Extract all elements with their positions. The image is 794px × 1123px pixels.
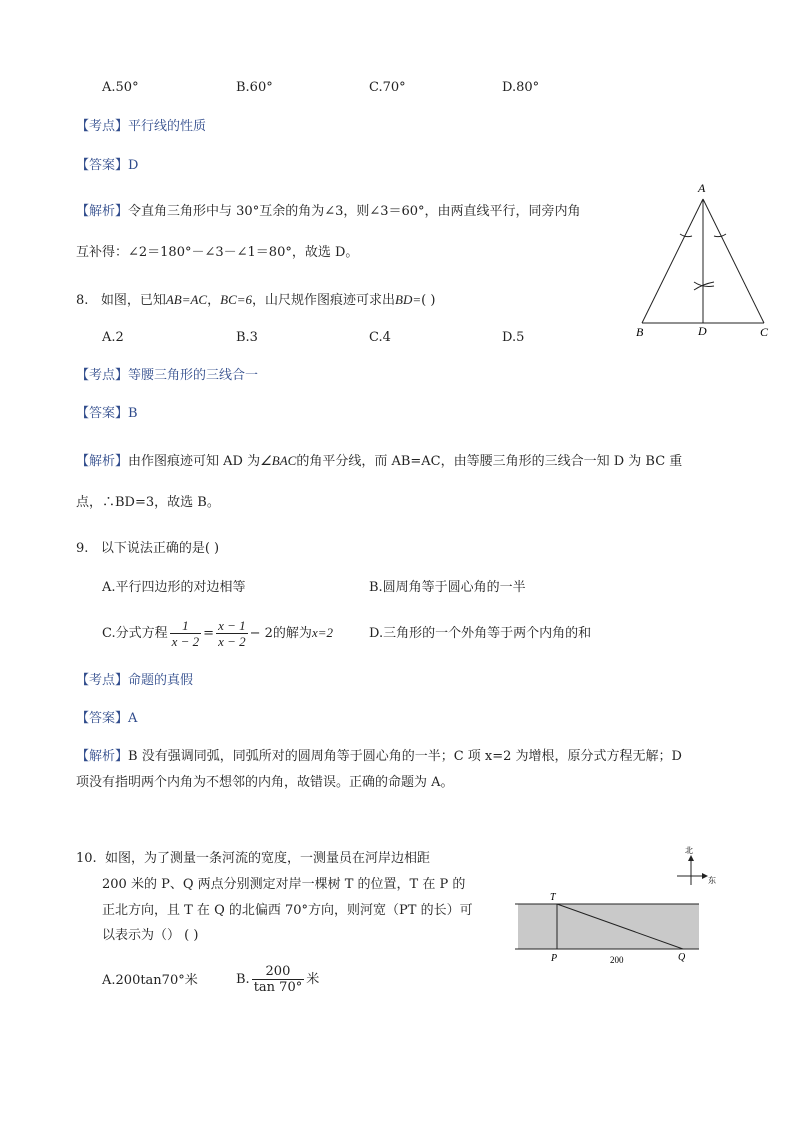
q9-stem <box>76 540 219 558</box>
q7-option-d: D.80° <box>502 80 540 95</box>
q10-option-b-suffix: 米 <box>306 972 320 987</box>
q9-option-a: A.平行四边形的对边相等 <box>102 580 246 595</box>
label-d: D <box>698 324 707 338</box>
kaodian-text: 平行线的性质 <box>128 119 207 134</box>
q10-stem-line4: 以表示为（） ( ) <box>102 928 199 943</box>
q8-stem-e: ，山尺规作图痕迹可求出 <box>252 293 396 308</box>
q8-stem-g: ( ) <box>421 293 436 308</box>
q9-frac1-num: 1 <box>170 618 202 634</box>
q8-jiexi-line1 <box>76 452 682 471</box>
kaodian-tag: 【考点】 <box>76 673 129 688</box>
q10-option-b-den: tan 70° <box>253 980 303 995</box>
q8-stem-a: 如图，已知 <box>100 293 166 308</box>
q10-stem-line2: 200 米的 P、Q 两点分别测定对岸一棵树 T 的位置，T 在 P 的 <box>102 877 466 892</box>
label-t: T <box>550 892 556 903</box>
answer-text: B <box>128 406 138 421</box>
q9-jiexi-line1 <box>76 748 682 766</box>
q7-kaodian <box>76 118 206 136</box>
q9-jiexi-line2: 项没有指明两个内角为不想邻的内角，故错误。正确的命题为 A。 <box>76 775 454 790</box>
q8-stem-f: BD= <box>395 292 422 307</box>
jiexi-tag: 【解析】 <box>76 454 129 469</box>
q10-river-figure <box>515 842 730 970</box>
label-distance: 200 <box>610 955 624 965</box>
label-c: C <box>760 325 769 339</box>
q9-number: 9. <box>76 541 89 556</box>
q9-option-c-val: x=2 <box>311 625 333 640</box>
jiexi-text: 令直角三角形中与 30°互余的角为∠3，则∠3＝60°，由两直线平行，同旁内角 <box>128 204 581 219</box>
answer-text: D <box>128 158 139 173</box>
q9-frac1 <box>170 618 202 649</box>
q8-option-c: C.4 <box>369 330 391 345</box>
q8-option-d: D.5 <box>502 330 525 345</box>
river-band <box>518 904 699 949</box>
q7-answer <box>76 157 138 175</box>
q10-stem-line3: 正北方向，且 T 在 Q 的北偏西 70°方向，则河宽（PT 的长）可 <box>102 903 473 918</box>
q8-kaodian <box>76 367 258 385</box>
jiexi-tag: 【解析】 <box>76 749 129 764</box>
compass-north-head <box>688 855 694 861</box>
q10-number: 10. <box>76 851 97 866</box>
q10-option-b-num: 200 <box>252 964 305 980</box>
q10-stem-line1-text: 如图，为了测量一条河流的宽度，一测量员在河岸边相距 <box>104 851 430 866</box>
q8-stem-c: ， <box>207 293 221 308</box>
jiexi-b: ∠BAC <box>260 453 297 468</box>
answer-tag: 【答案】 <box>76 158 129 173</box>
q9-option-d: D.三角形的一个外角等于两个内角的和 <box>369 626 592 641</box>
q7-option-a: A.50° <box>102 80 139 95</box>
kaodian-tag: 【考点】 <box>76 368 129 383</box>
q9-kaodian <box>76 672 193 690</box>
q8-stem <box>76 291 435 310</box>
label-p: P <box>551 953 558 964</box>
jiexi-a: 由作图痕迹可知 AD 为 <box>128 454 261 469</box>
side-ac <box>703 199 764 323</box>
jiexi-tag: 【解析】 <box>76 204 129 219</box>
q9-frac2-num: x − 1 <box>218 618 246 633</box>
q8-triangle-figure <box>630 178 775 340</box>
compass-north-label: 北 <box>685 846 693 855</box>
q7-jiexi-line1 <box>76 203 581 221</box>
jiexi-text: B 没有强调同弧，同弧所对的圆周角等于圆心角的一半；C 项 x=2 为增根，原分式方程无解；D <box>128 749 682 764</box>
q9-option-c <box>102 616 333 651</box>
q7-option-b: B.60° <box>236 80 273 95</box>
q9-minus-two: − 2 <box>249 626 273 641</box>
q7-jiexi-line2: 互补得：∠2＝180°－∠3－∠1＝80°，故选 D。 <box>76 245 359 260</box>
q8-stem-d: BC=6 <box>220 292 253 307</box>
q8-option-b: B.3 <box>236 330 258 345</box>
kaodian-text: 命题的真假 <box>128 673 194 688</box>
q9-stem-text: 以下说法正确的是( ) <box>100 541 220 556</box>
q8-option-a: A.2 <box>102 330 124 345</box>
q8-answer <box>76 405 138 423</box>
q9-eq-sign: = <box>203 626 215 641</box>
kaodian-text: 等腰三角形的三线合一 <box>128 368 259 383</box>
kaodian-tag: 【考点】 <box>76 119 129 134</box>
q10-option-b <box>236 962 319 998</box>
q8-stem-b: AB=AC <box>165 292 208 307</box>
q9-frac2-den: x − 2 <box>218 634 246 649</box>
q10-option-b-prefix: B. <box>236 972 250 987</box>
label-q: Q <box>678 952 686 963</box>
jiexi-c: 的角平分线，而 AB=AC，由等腰三角形的三线合一知 D 为 BC 重 <box>296 454 683 469</box>
answer-tag: 【答案】 <box>76 406 129 421</box>
q10-option-a: A.200tan70°米 <box>102 973 198 988</box>
q9-option-b: B.圆周角等于圆心角的一半 <box>369 580 526 595</box>
q10-stem-line1 <box>76 850 430 868</box>
q9-option-c-suffix: 的解为 <box>272 626 312 641</box>
q9-frac2 <box>216 618 248 649</box>
q8-number: 8. <box>76 293 89 308</box>
label-a: A <box>698 181 706 195</box>
q8-jiexi-line2: 点，∴BD=3，故选 B。 <box>76 495 220 510</box>
q10-option-b-frac <box>252 964 305 995</box>
q9-frac1-den: x − 2 <box>171 634 200 649</box>
label-b: B <box>636 325 644 339</box>
side-ab <box>642 199 703 323</box>
compass-east-label: 东 <box>708 876 716 885</box>
q7-option-c: C.70° <box>369 80 406 95</box>
answer-tag: 【答案】 <box>76 711 129 726</box>
q9-option-c-prefix: C.分式方程 <box>102 626 168 641</box>
answer-text: A <box>128 711 138 726</box>
q9-answer <box>76 710 137 728</box>
